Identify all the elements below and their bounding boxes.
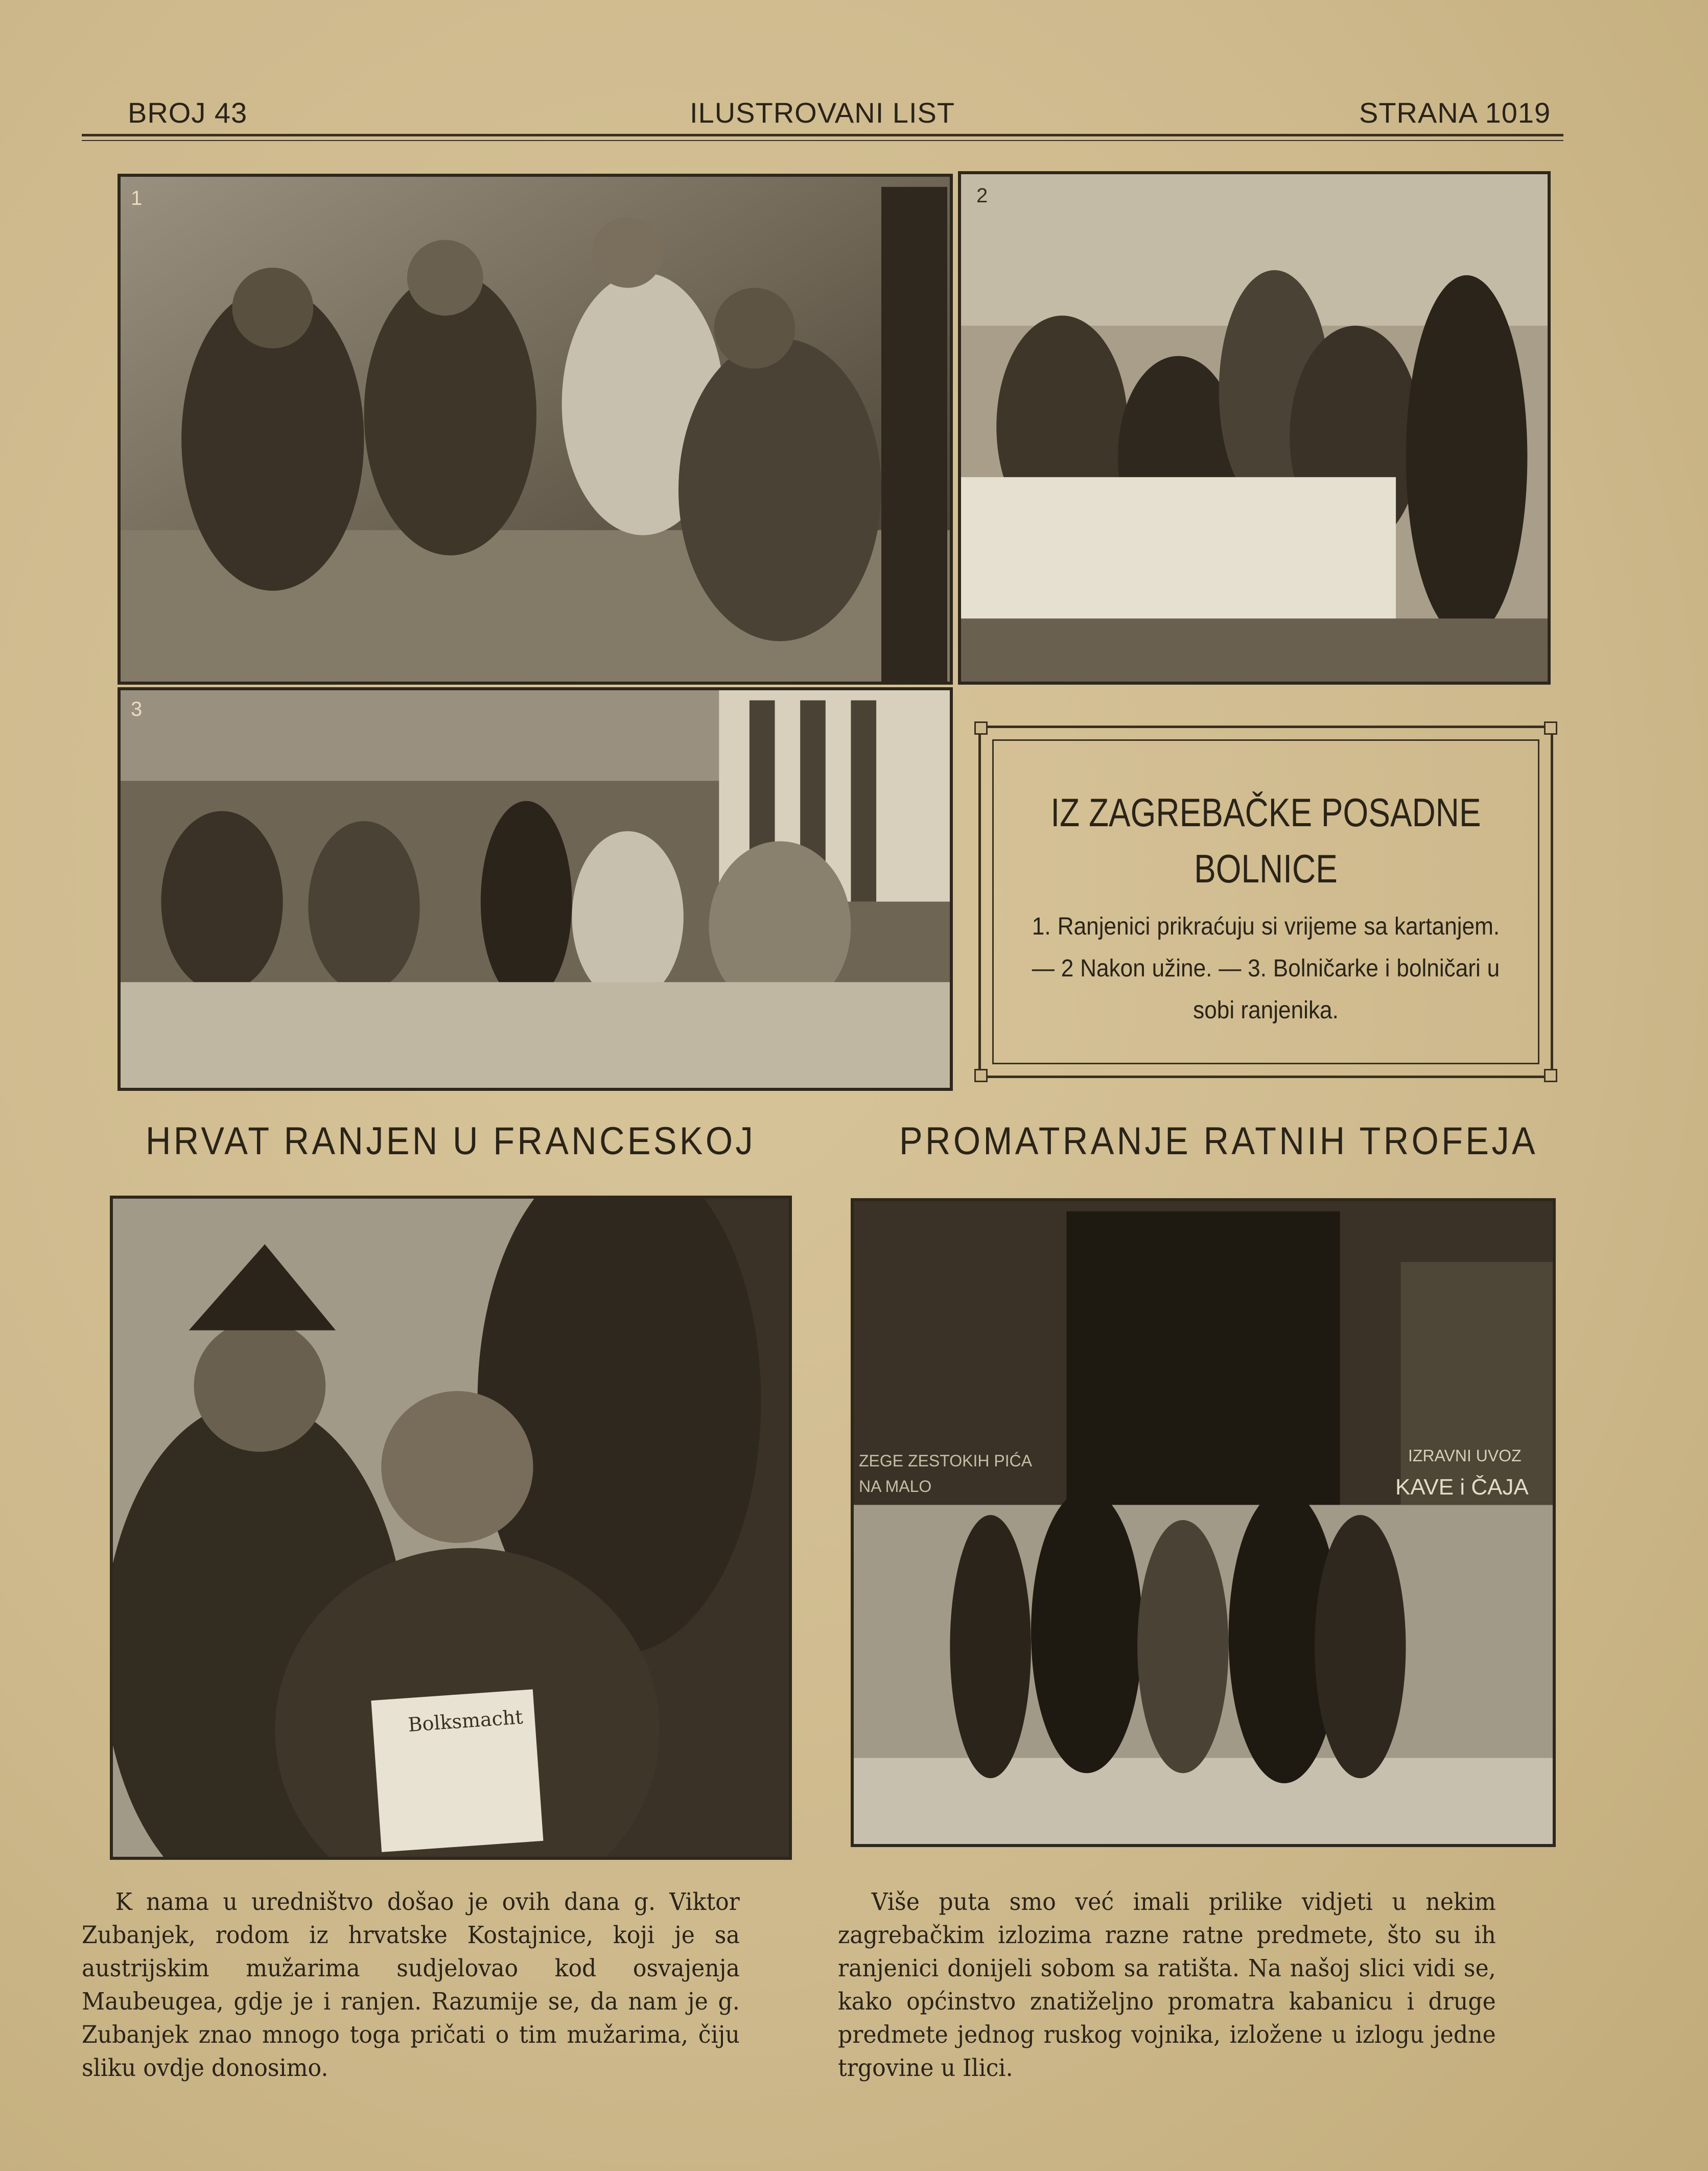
photo-war-trophies: [851, 1198, 1556, 1847]
photo-number-3: 3: [131, 698, 143, 720]
headline-right: PROMATRANJE RATNIH TROFEJA: [899, 1119, 1538, 1163]
box-corner: [1544, 721, 1557, 735]
box-corner: [974, 721, 988, 735]
caption-box-text: 1. Ranjenici prikraćuju si vrijeme sa kartanjem. — 2 Nakon užine. — 3. Bolničarke i bolničari u sobi ranjenika.: [1032, 913, 1500, 1024]
box-corner: [974, 1069, 988, 1082]
headline-left: HRVAT RANJEN U FRANCESKOJ: [146, 1119, 756, 1163]
publication-title: ILUSTROVANI LIST: [690, 97, 955, 129]
shop-sign-left: ZEGE ZESTOKIH PIĆA: [859, 1452, 1033, 1470]
box-corner: [1544, 1069, 1557, 1082]
page-number: STRANA 1019: [1359, 97, 1551, 129]
newspaper-masthead: Bolksmacht: [407, 1706, 524, 1736]
photo-number-2: 2: [976, 184, 988, 207]
issue-number: BROJ 43: [128, 97, 248, 129]
caption-box: [978, 726, 1553, 1078]
photo-after-lunch: [958, 171, 1551, 685]
photo-number-1: 1: [131, 187, 143, 209]
article-right-body: Više puta smo već imali prilike vidjeti u nekim zagrebačkim izlozima razne ratne predmete, što su ih ranjenici donijeli sobom sa ratišta. Na našoj slici vidi se, kako općinstvo znatiželjno promatra kabanicu i druge predmete jednog ruskog vojnika, izložene u izlogu jedne trgovine u Ilici.: [838, 1888, 1496, 2082]
article-left-body: K nama u uredništvo došao je ovih dana g. Viktor Zubanjek, rodom iz hrvatske Kostajnice, koji je sa austrijskim mužarima sudjelovao kod osvajenja Maubeugea, gdje je i ranjen. Razumije se, da nam je g. Zubanjek znao mnogo toga pričati o tim mužarima, čiju sliku ovdje donosimo.: [82, 1888, 740, 2082]
photo-hospital-ward: [118, 687, 953, 1091]
photo-card-players: [118, 174, 953, 685]
shop-sign-left-2: NA MALO: [859, 1477, 932, 1496]
caption-box-title: IZ ZAGREBAČKE POSADNE BOLNICE: [1050, 790, 1481, 891]
photo-croatian-soldier: [110, 1196, 792, 1860]
shop-sign-right-1: IZRAVNI UVOZ: [1408, 1446, 1522, 1465]
shop-sign-right-2: KAVE i ČAJA: [1395, 1475, 1529, 1500]
header-rule-thin: [82, 140, 1563, 141]
header-rule: [82, 134, 1563, 136]
